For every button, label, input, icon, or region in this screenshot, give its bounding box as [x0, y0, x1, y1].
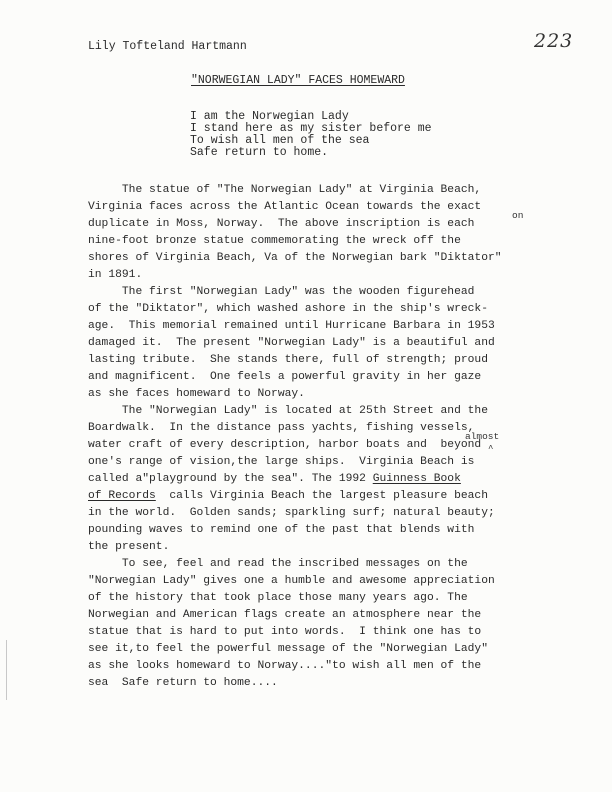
scan-margin-mark: [6, 640, 7, 700]
body-line: sea Safe return to home....: [88, 677, 278, 689]
handwritten-page-number: 223: [534, 30, 574, 52]
body-line: lasting tribute. She stands there, full of strength; proud: [88, 354, 488, 366]
body-line: The "Norwegian Lady" is located at 25th Street and the: [88, 405, 488, 417]
body-line: of the history that took place those many years ago. The: [88, 592, 468, 604]
body-line: in the world. Golden sands; sparkling surf; natural beauty;: [88, 507, 495, 519]
body-line: in 1891.: [88, 269, 143, 281]
poem-line: I stand here as my sister before me: [190, 122, 432, 135]
body-line: The first "Norwegian Lady" was the wooden figurehead: [88, 286, 475, 298]
guinness-title-part: of Records: [88, 490, 156, 502]
body-line: one's range of vision,the large ships. Virginia Beach is: [88, 456, 475, 468]
body-line: Boardwalk. In the distance pass yachts, fishing vessels,: [88, 422, 475, 434]
body-line: "Norwegian Lady" gives one a humble and awesome appreciation: [88, 575, 495, 587]
body-line: [88, 490, 488, 502]
guinness-title-part: Guinness Book: [372, 473, 461, 485]
body-line: damaged it. The present "Norwegian Lady" is a beautiful and: [88, 337, 495, 349]
body-line: the present.: [88, 541, 170, 553]
body-line: of the "Diktator", which washed ashore in the ship's wreck-: [88, 303, 488, 315]
body-line: The statue of "The Norwegian Lady" at Virginia Beach,: [88, 184, 482, 196]
body-line: Virginia faces across the Atlantic Ocean towards the exact: [88, 201, 482, 213]
insertion-caret-icon: ^: [488, 444, 494, 454]
body-line: statue that is hard to put into words. I think one has to: [88, 626, 482, 638]
body-line: [88, 473, 461, 485]
body-line: pounding waves to remind one of the past that blends with: [88, 524, 475, 536]
body-line-text: calls Virginia Beach the largest pleasure beach: [155, 490, 488, 502]
body-line: Norwegian and American flags create an atmosphere near the: [88, 609, 482, 621]
body-line: see it,to feel the powerful message of the "Norwegian Lady": [88, 643, 488, 655]
body-line: water craft of every description, harbor boats and beyond: [88, 439, 482, 451]
body-line: as she looks homeward to Norway...."to wish all men of the: [88, 660, 482, 672]
body-line: shores of Virginia Beach, Va of the Norwegian bark "Diktator": [88, 252, 502, 264]
body-line: nine-foot bronze statue commemorating the wreck off the: [88, 235, 461, 247]
body-line: duplicate in Moss, Norway. The above inscription is each: [88, 218, 475, 230]
poem-inscription: [190, 111, 432, 159]
document-title: "NORWEGIAN LADY" FACES HOMEWARD: [191, 74, 405, 87]
body-line-text: called a"playground by the sea". The 1992: [88, 473, 373, 485]
poem-line: I am the Norwegian Lady: [190, 110, 349, 123]
body-line: and magnificent. One feels a powerful gravity in her gaze: [88, 371, 482, 383]
handwritten-insert-almost: almost: [465, 431, 500, 442]
body-line: as she faces homeward to Norway.: [88, 388, 305, 400]
handwritten-insert-on: on: [512, 210, 524, 221]
author-name: Lily Tofteland Hartmann: [88, 40, 247, 53]
poem-line: To wish all men of the sea: [190, 134, 370, 147]
poem-line: Safe return to home.: [190, 146, 329, 159]
body-line: age. This memorial remained until Hurricane Barbara in 1953: [88, 320, 495, 332]
body-line: To see, feel and read the inscribed messages on the: [88, 558, 468, 570]
